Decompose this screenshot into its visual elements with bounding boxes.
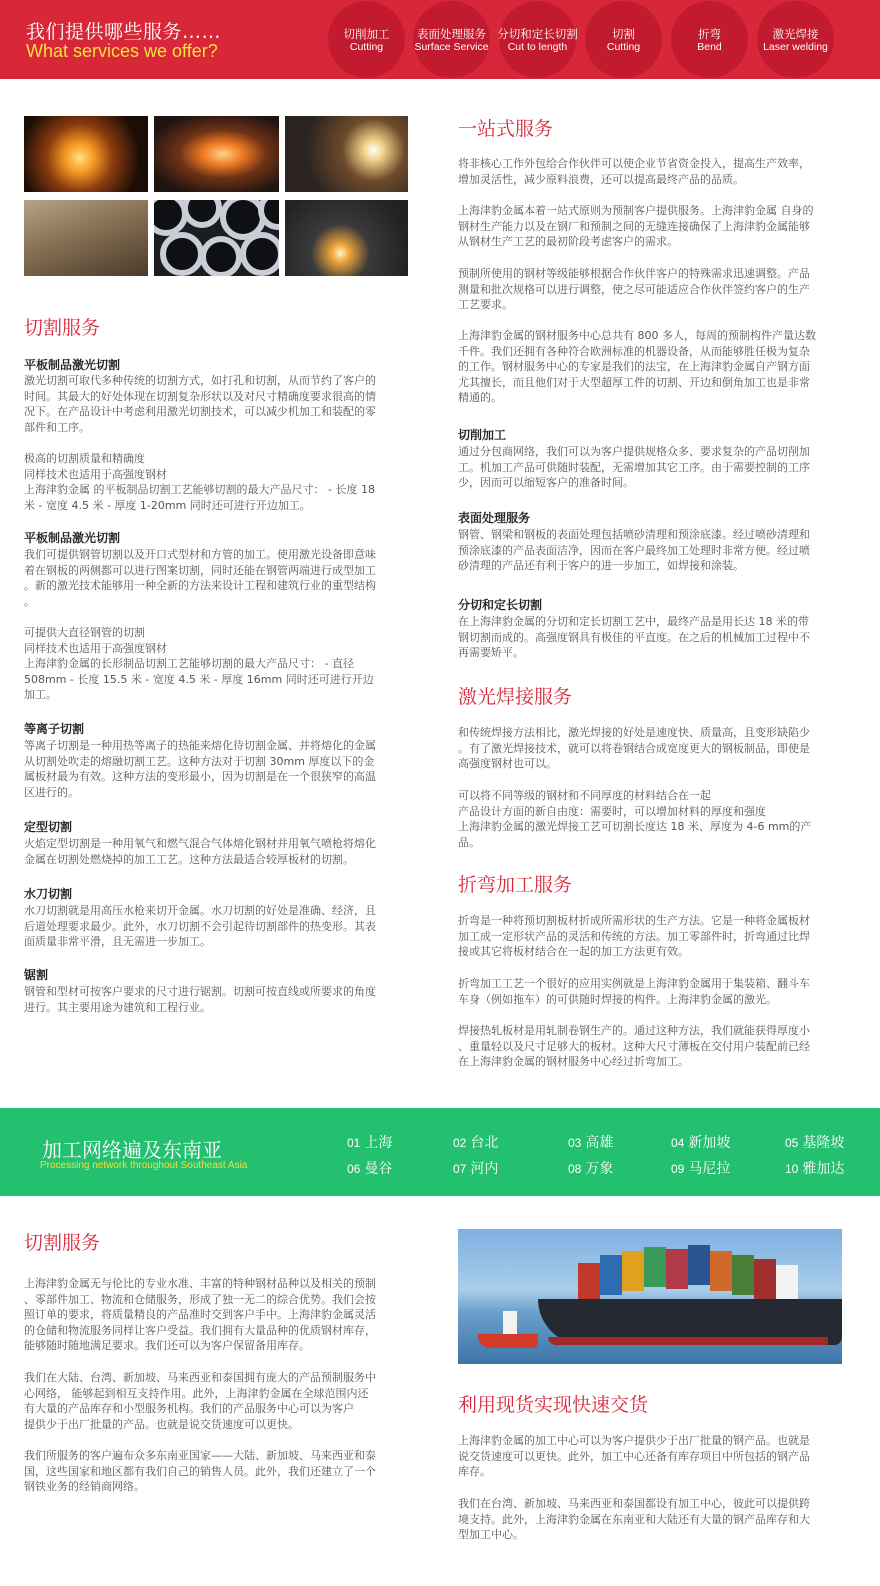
tube-laser-cutting-title: 平板制品激光切割 — [24, 531, 121, 545]
surface-treatment-text: 钢管、钢梁和钢板的表面处理包括喷砂清理和预涂底漆。经过喷砂清理和 预涂底漆的产品表面洁净，因而在客户最终加工处理时非常方便。经过喷 砂清理的产品还有利于客户的进一步加工，如焊接和涂装。 — [458, 528, 810, 573]
onestop-text-2: 上海津豹金属本着一站式原则为预制客户提供服务。上海津豹金属 自身的 钢材生产能力以及在钢厂和预制之间的无缝连接确保了上海津豹金属能够 从钢材生产工艺的最初阶段考虑客户的需求。 — [458, 204, 814, 249]
steel-worker-photo — [24, 200, 148, 276]
service-label-en: Cutting — [606, 40, 641, 53]
slitting-title: 分切和定长切割 — [458, 598, 543, 612]
cutting2-text-3: 我们所服务的客户遍布众多东南亚国家——大陆、新加坡、马来西亚和泰 国，这些国家和地区都有我们自己的销售人员。此外，我们还建立了一个 钢铁业务的经销商网络。 — [24, 1449, 376, 1494]
service-label-cn: 分切和定长切割 — [497, 26, 578, 41]
welder-photo — [285, 116, 408, 192]
fast-delivery-text-1: 上海津豹金属的加工中心可以为客户提供少于出厂批量的钢产品。也就是 说交货速度可以更快。此外，加工中心还备有库存项目中所包括的钢产品 库存。 — [458, 1434, 810, 1479]
service-circle-cutting-2[interactable] — [585, 1, 662, 78]
laser-cutter-photo — [285, 200, 408, 276]
service-label-cn: 切削加工 — [343, 26, 390, 41]
onestop-text-3: 预制所使用的钢材等级能够根据合作伙伴客户的特殊需求迅速调整。产品 测量和批次规格可以进行调整，使之尽可能适应合作伙伴签约客户的生产 工艺要求。 — [458, 267, 810, 312]
city-item[interactable]: 05 基隆坡 — [785, 1135, 845, 1151]
cutting-heading-2: 切割服务 — [24, 1232, 101, 1254]
bending-text-3: 焊接热轧板材是用轧制卷钢生产的。通过这种方法，我们就能获得厚度小 、重量轻以及尺寸足够大的板材。这种大尺寸薄板在交付用户装配前已经 在上海津豹金属的钢材服务中心经过折弯加工。 — [458, 1024, 810, 1069]
cutting-heading: 切割服务 — [24, 317, 101, 339]
service-label-cn: 折弯 — [698, 26, 721, 41]
waterjet-cutting-title: 水刀切割 — [24, 887, 73, 901]
service-label-cn: 激光焊接 — [772, 26, 819, 41]
service-circle-bend[interactable] — [671, 1, 748, 78]
plasma-cutting-title: 等离子切割 — [24, 722, 85, 736]
city-item[interactable]: 08 万象 — [568, 1161, 614, 1177]
sawing-title: 锯割 — [24, 968, 49, 982]
bending-text-1: 折弯是一种将预切割板材折成所需形状的生产方法。它是一种将金属板材 加工成一定形状产品的灵活和传统的方法。加工零部件时，折弯通过比焊 接或其它将板材结合在一起的加工方法更有效。 — [458, 914, 810, 959]
bending-heading: 折弯加工服务 — [458, 874, 573, 896]
city-item[interactable]: 07 河内 — [453, 1161, 499, 1177]
steel-pipes-photo — [154, 200, 279, 276]
service-label-cn: 表面处理服务 — [417, 26, 486, 41]
flat-laser-cutting-specs: 极高的切割质量和精确度 同样技术也适用于高强度钢材 上海津豹金属 的平板制品切割工艺能够切割的最大产品尺寸： - 长度 18 米 - 宽度 4.5 米 - 厚度 1-20mm 同时还可进行开边加工。 — [24, 452, 375, 512]
service-label-en: Laser welding — [763, 40, 828, 53]
city-item[interactable]: 01 上海 — [347, 1135, 393, 1151]
waterjet-cutting-text: 水刀切割就是用高压水枪来切开金属。水刀切割的好处是准确、经济，且 后道处理要求最少。此外，水刀切割不会引起待切割部件的热变形。其表 面质量非常平滑，且无需进一步加工。 — [24, 904, 376, 949]
machining-title: 切削加工 — [458, 428, 507, 442]
header-title-cn: 我们提供哪些服务…… — [26, 21, 222, 43]
network-title-cn: 加工网络遍及东南亚 — [42, 1138, 222, 1162]
service-circle-cutting[interactable] — [328, 1, 405, 78]
service-label-cn: 切割 — [612, 26, 635, 41]
city-item[interactable]: 03 高雄 — [568, 1135, 614, 1151]
onestop-text-4: 上海津豹金属的钢材服务中心总共有 800 多人，每周的预制构件产量达数 千件。我们还拥有各种符合欧洲标准的机器设备，从而能够胜任极为复杂 的工作。钢材服务中心的专家是我们的法宝，在上海津豹金属自产钢方面 尤其擅长，而且他们对于大型超厚工件的切割、开边和倒角加工也是非常 精通的。 — [458, 329, 816, 405]
grinding-sparks-photo — [24, 116, 148, 192]
cutting2-text-1: 上海津豹金属无与伦比的专业水准、丰富的特种钢材品种以及相关的预制 、零部件加工、物流和仓储服务，形成了独一无二的综合优势。我们会按 照订单的要求，将质量精良的产品准时交到客户手中。上海津豹金属灵活 的仓储和物流服务同样让客户受益。我们拥有大量品种的优质钢材库存， 能够随时随地满足要求。我们还可以为客户保留备用库存。 — [24, 1277, 376, 1353]
fast-delivery-text-2: 我们在台湾、新加坡、马来西亚和泰国都设有加工中心，彼此可以提供跨 境支持。此外，上海津豹金属在东南亚和大陆还有大量的钢产品库存和大 型加工中心。 — [458, 1497, 810, 1542]
service-label-en: Cutting — [349, 40, 384, 53]
flat-laser-cutting-text: 激光切割可取代多种传统的切割方式，如打孔和切割，从而节约了客户的 时间。其最大的好处体现在切割复杂形状以及对尺寸精确度要求很高的情 况下。在产品设计中考虑利用激光切割技术，可以减少机加工和装配的零 部件和工序。 — [24, 374, 376, 434]
machining-text: 通过分包商网络，我们可以为客户提供规格众多、要求复杂的产品切削加 工。机加工产品可供随时装配，无需增加其它工序。由于需要控制的工序 少，因而可以缩短客户的准备时间。 — [458, 445, 810, 490]
laser-welding-text-1: 和传统焊接方法相比，激光焊接的好处是速度快、质量高，且变形缺陷少 。有了激光焊接技术，就可以将卷钢结合成宽度更大的钢板制品，即使是 高强度钢材也可以。 — [458, 726, 810, 771]
onestop-text-1: 将非核心工作外包给合作伙伴可以使企业节省资金投入，提高生产效率， 增加灵活性，减少原料浪费，还可以提高最终产品的品质。 — [458, 157, 810, 186]
city-item[interactable]: 10 雅加达 — [785, 1161, 845, 1177]
city-item[interactable]: 09 马尼拉 — [671, 1161, 731, 1177]
header-title-en: What services we offer? — [26, 41, 218, 61]
slitting-text: 在上海津豹金属的分切和定长切割工艺中，最终产品是用长达 18 米的带 钢切割而成的。高强度钢具有极佳的平直度。在之后的机械加工过程中不 再需要矫平。 — [458, 615, 810, 660]
services-header — [0, 0, 880, 79]
surface-treatment-title: 表面处理服务 — [458, 511, 531, 525]
sawing-text: 钢管和型材可按客户要求的尺寸进行锯割。切割可按直线或所要求的角度 进行。其主要用途为建筑和工程行业。 — [24, 985, 376, 1014]
service-label-en: Surface Service — [414, 40, 489, 53]
container-ship-photo — [458, 1229, 842, 1364]
network-title-en: Processing network throughout Southeast Asia — [40, 1160, 248, 1171]
steel-mill-photo — [154, 116, 279, 192]
flame-cutting-text: 火焰定型切割是一种用氧气和燃气混合气体熔化钢材并用氧气喷枪将熔化 金属在切割处燃烧掉的加工工艺。这种方法最适合较厚板材的切割。 — [24, 837, 376, 866]
plasma-cutting-text: 等离子切割是一种用热等离子的热能来熔化待切割金属、并将熔化的金属 从切割处吹走的熔融切割工艺。这种方法对于切割 30mm 厚度以下的金 属板材最为有效。这种方法的变形最小，因为切割是在一个很狭窄的高温 区进行的。 — [24, 739, 376, 799]
city-item[interactable]: 06 曼谷 — [347, 1161, 393, 1177]
flame-cutting-title: 定型切割 — [24, 820, 73, 834]
laser-welding-text-2: 可以将不同等级的钢材和不同厚度的材料结合在一起 产品设计方面的新自由度：需要时，可以增加材料的厚度和强度 上海津豹金属的激光焊接工艺可切割长度达 18 米、厚度为 4-6 mm的产 品。 — [458, 789, 812, 849]
bending-text-2: 折弯加工工艺一个很好的应用实例就是上海津豹金属用于集装箱、翻斗车 车身（例如拖车）的可供随时焊接的构件。上海津豹金属的激光。 — [458, 977, 810, 1006]
service-circle-laser-welding[interactable] — [757, 1, 834, 78]
flat-laser-cutting-title: 平板制品激光切割 — [24, 358, 121, 372]
tube-laser-cutting-text: 我们可提供钢管切割以及开口式型材和方管的加工。使用激光设备即意味 着在钢板的两侧都可以进行图案切割，同时还能在钢管两端进行成型加工 。新的激光技术能够用一种全新的方法来设计工程和建筑行业的重型结构 。 — [24, 548, 376, 608]
service-label-en: Cut to length — [507, 40, 568, 53]
fast-delivery-heading: 利用现货实现快速交货 — [458, 1394, 649, 1416]
cutting2-text-2: 我们在大陆、台湾、新加坡、马来西亚和泰国拥有庞大的产品预制服务中 心网络， 能够起到相互支持作用。此外，上海津豹金属在全球范围内还 有大量的产品库存和小型服务机构。我们的产品服务中心可以为客户 提供少于出厂批量的产品。也就是说交货速度可以更快。 — [24, 1371, 376, 1431]
service-circle-cut-to-length[interactable] — [499, 1, 576, 78]
service-label-en: Bend — [697, 40, 722, 53]
onestop-heading: 一站式服务 — [458, 118, 554, 140]
laser-welding-heading: 激光焊接服务 — [458, 686, 573, 708]
city-item[interactable]: 04 新加坡 — [671, 1135, 731, 1151]
service-circle-surface[interactable] — [413, 1, 490, 78]
tube-laser-cutting-specs: 可提供大直径钢管的切割 同样技术也适用于高强度钢材 上海津豹金属的长形制品切割工艺能够切割的最大产品尺寸： - 直径 508mm - 长度 15.5 米 - 宽度 4.5 米 - 厚度 16mm 同时还可进行开边 加工。 — [24, 626, 374, 702]
city-item[interactable]: 02 台北 — [453, 1135, 499, 1151]
